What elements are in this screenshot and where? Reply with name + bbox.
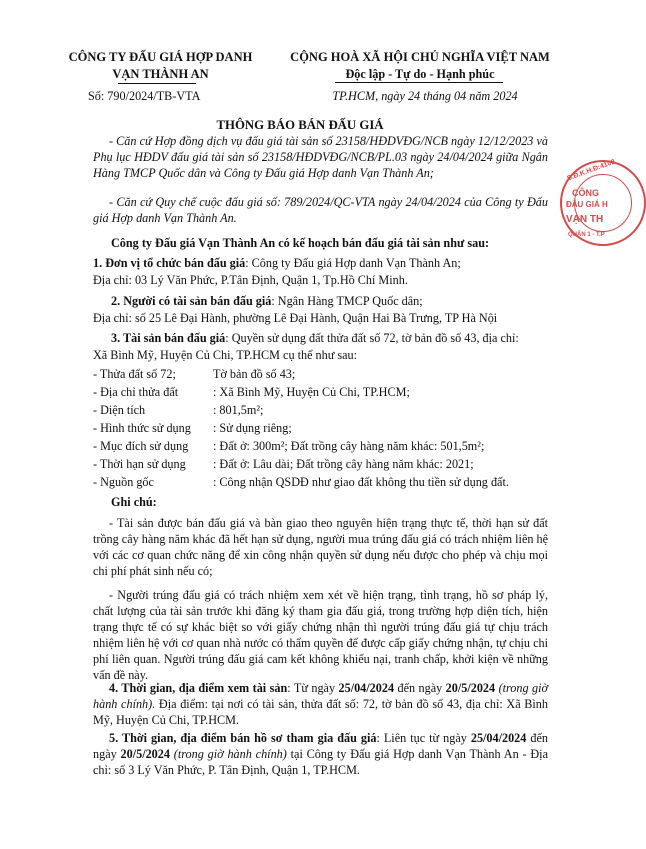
section5-rest: tại Công ty Đấu giá Hợp danh Vạn Thành An - Địa chỉ: số 3 Lý Văn Phức, P. Tân Định, Quận 1, TP.HCM. — [93, 747, 548, 778]
notes-heading: Ghi chú: — [111, 495, 157, 509]
seal-line2: ĐẤU GIÁ H — [566, 200, 608, 209]
section4-hours: (trong giờ hành chính). — [93, 681, 549, 712]
notes-paragraph-2: - Người trúng đấu giá có trách nhiệm xem xét về hiện trạng, tình trạng, hồ sơ pháp lý, chất lượng của tài sản trước khi đăng ký tham gia đấu giá, trong trường hợp diện tích, hiện trạng thực tế có sự khác biệt so với giấy chứng nhận thì người trúng đấu giá tự chịu trách nhiệm liên hệ với cơ quan nhà nước có thẩm quyền để được cấp giấy chứng nhận, tự chịu chi phí liên quan. Người trúng đấu giá cam kết không khiếu nại, tranh chấp, khởi kiện về những vấn đề này. — [93, 588, 548, 683]
seal-ring-text: S.Đ.K.H.Đ:4102 — [566, 158, 617, 183]
section-dossier — [93, 730, 548, 778]
asset-row — [93, 474, 573, 491]
section4-text: đến ngày — [394, 681, 446, 695]
section5-text: : Liên tục từ ngày — [376, 731, 471, 745]
section-owner — [111, 293, 551, 309]
asset-row — [93, 366, 573, 383]
section-asset — [111, 330, 561, 346]
section1-address: Địa chỉ: 03 Lý Văn Phức, P.Tân Định, Quận 1, Tp.Hồ Chí Minh. — [93, 273, 408, 287]
asset-row-value: : Đất ở: Lâu dài; Đất trồng cây hàng năm khác: 2021; — [213, 457, 474, 471]
section3-label: 3. Tài sản bán đấu giá — [111, 331, 226, 345]
nation-title: CỘNG HOÀ XÃ HỘI CHỦ NGHĨA VIỆT NAM — [290, 50, 550, 64]
section4-date-to: 20/5/2024 — [445, 681, 496, 695]
company-name — [48, 49, 273, 82]
asset-row-value: : Công nhận QSDĐ như giao đất không thu tiền sử dụng đất. — [213, 475, 509, 489]
section3-value: : Quyền sử dụng đất thửa đất số 72, tờ bản đồ số 43, địa chỉ: — [225, 331, 519, 345]
asset-row-label: - Diện tích — [93, 403, 146, 417]
asset-row-label: - Thửa đất số 72; — [93, 367, 176, 381]
asset-row — [93, 438, 573, 455]
asset-row-label: - Nguồn gốc — [93, 475, 154, 489]
asset-row-value: : Đất ở: 300m²; Đất trồng cây hàng năm khác: 501,5m²; — [213, 439, 485, 453]
seal-bottom-text: QUẬN 1 - T.P — [568, 232, 605, 238]
company-underline — [118, 83, 196, 84]
section3-value-cont: Xã Bình Mỹ, Huyện Củ Chi, TP.HCM cụ thể như sau: — [93, 348, 358, 362]
seal-line1: CÔNG — [572, 188, 599, 198]
document-number: Số: 790/2024/TB-VTA — [88, 89, 201, 103]
asset-row — [93, 384, 573, 401]
asset-row-value: : Sử dụng riêng; — [213, 421, 292, 435]
section2-address: Địa chỉ: số 25 Lê Đại Hành, phường Lê Đại Hành, Quận Hai Bà Trưng, TP Hà Nội — [93, 311, 498, 325]
company-line1: CÔNG TY ĐẤU GIÁ HỢP DANH — [68, 50, 253, 64]
section2-value: : Ngân Hàng TMCP Quốc dân; — [271, 294, 423, 308]
asset-row-label: - Thời hạn sử dụng — [93, 457, 186, 471]
company-seal — [560, 160, 646, 246]
section2-label: 2. Người có tài sản bán đấu giá — [111, 294, 272, 308]
section4-rest: Địa điểm: tại nơi có tài sản, thửa đất số: 72, tờ bản đồ số 43, địa chỉ: Xã Bình Mỹ, Huyện Củ Chi, TP.HCM. — [93, 697, 548, 728]
section-viewing — [93, 680, 548, 728]
section1-label: 1. Đơn vị tổ chức bán đấu giá — [93, 256, 246, 270]
nation-motto: Độc lập - Tự do - Hạnh phúc — [345, 67, 495, 81]
asset-row — [93, 420, 573, 437]
section5-date-from: 25/04/2024 — [470, 731, 527, 745]
company-line2: VẠN THÀNH AN — [112, 66, 209, 81]
asset-row-value: : 801,5m²; — [213, 403, 264, 417]
basis-contract: - Căn cứ Hợp đồng dịch vụ đấu giá tài sản số 23158/HĐDVĐG/NCB ngày 12/12/2023 và Phụ lục HĐDV đấu giá tài sản số 23158/HĐDVĐG/NCB/PL.03 ngày 24/04/2024 giữa Ngân Hàng TMCP Quốc dân và Công ty Đấu giá Hợp danh Vạn Thành An; — [93, 134, 548, 181]
section5-text: đến ngày — [93, 731, 548, 762]
notes-paragraph-1: - Tài sản được bán đấu giá và bàn giao theo nguyên hiện trạng thực tế, thời hạn sử đất trồng cây hàng năm khác đã hết hạn sử dụng, người mua trúng đấu giá có trách nhiệm liên hệ với các cơ quan chức năng để xin công nhận quyền sử dụng nếu được cho phép và chịu mọi chi phí phát sinh nếu có; — [93, 516, 548, 579]
section-organizer — [93, 255, 553, 271]
asset-row — [93, 402, 573, 419]
section4-label: 4. Thời gian, địa điểm xem tài sản — [109, 681, 288, 695]
basis-regulation: - Căn cứ Quy chế cuộc đấu giá số: 789/2024/QC-VTA ngày 24/04/2024 của Công ty Đấu giá Hợp danh Vạn Thành An. — [93, 195, 548, 226]
section4-date-from: 25/04/2024 — [338, 681, 395, 695]
section5-date-to: 20/5/2024 — [120, 747, 170, 762]
motto-underline — [335, 82, 503, 83]
asset-row-value: Tờ bản đồ số 43; — [213, 367, 296, 381]
document-title: THÔNG BÁO BÁN ĐẤU GIÁ — [216, 118, 384, 132]
asset-row-label: - Hình thức sử dụng — [93, 421, 191, 435]
section5-label: 5. Thời gian, địa điểm bán hồ sơ tham gia đấu giá — [109, 731, 377, 745]
section4-text: : Từ ngày — [287, 681, 339, 695]
section5-hours: (trong giờ hành chính) — [169, 747, 287, 762]
section1-value: : Công ty Đấu giá Hợp danh Vạn Thành An; — [245, 256, 461, 270]
document-date: TP.HCM, ngày 24 tháng 04 năm 2024 — [332, 89, 518, 103]
asset-row-label: - Mục đích sử dụng — [93, 439, 189, 453]
asset-row-value: : Xã Bình Mỹ, Huyện Củ Chi, TP.HCM; — [213, 385, 410, 399]
asset-row — [93, 456, 573, 473]
seal-line3: VẠN TH — [566, 214, 604, 225]
intro-text: Công ty Đấu giá Vạn Thành An có kế hoạch bán đấu giá tài sản như sau: — [111, 236, 490, 250]
asset-row-label: - Địa chỉ thửa đất — [93, 385, 179, 399]
